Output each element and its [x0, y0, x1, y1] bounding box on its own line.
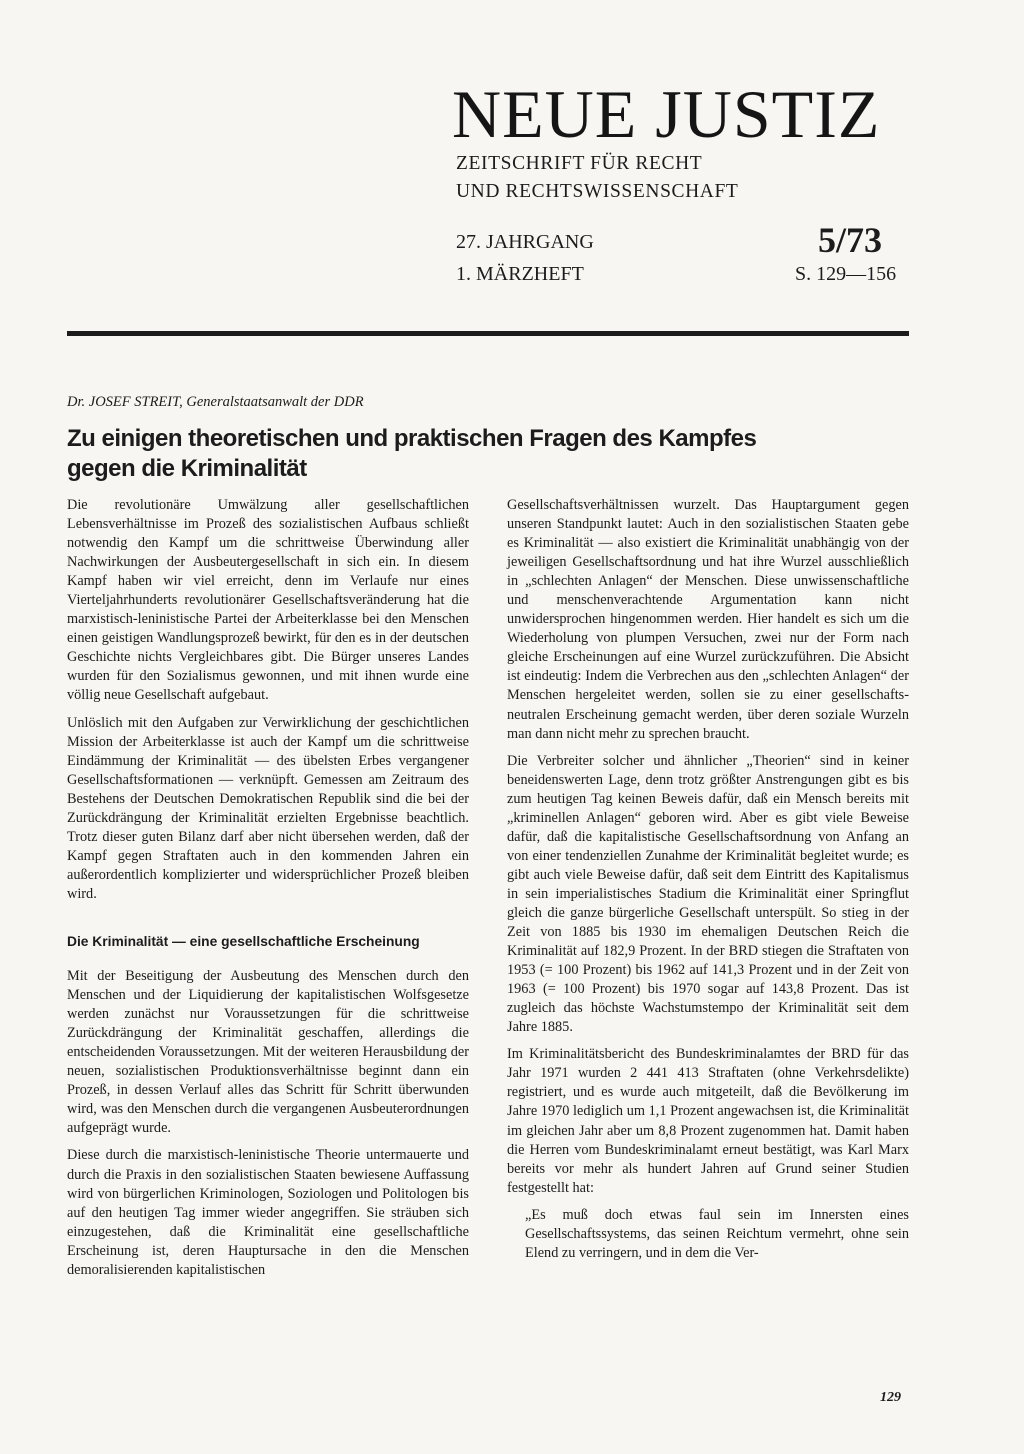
issue-part-label: 1. MÄRZHEFT [456, 263, 584, 285]
paragraph: Die revolutionäre Umwälzung aller gesellschaftlichen Lebensverhältnisse im Prozeß des sozialistischen Aufbaus schließt notwendig den Kampf um die schrittweise Überwindung aller Nachwirkungen der Ausbeutergesellschaft in sich ein. In diesem Kampf haben wir viel erreicht, denn im Verlaufe nur eines Vierteljahrhunderts revolutionärer Gesellschaftsveränderung hat die marxistisch-leninistische Partei der Arbeiterklasse bei den Menschen einen geistigen Wandlungsprozeß bewirkt, für den es in der deutschen Geschichte nichts Vergleichbares gibt. Die Bürger unseres Landes wurden für den Sozialismus gewonnen, und mit ihnen wurde eine völlig neue Gesellschaft aufgebaut. [67, 497, 469, 704]
journal-subtitle-line1: ZEITSCHRIFT FÜR RECHT [456, 153, 703, 174]
page-range: S. 129—156 [795, 263, 897, 285]
headline-line-1: Zu einigen theoretischen und praktischen Fragen des Kampfes [67, 425, 757, 452]
paragraph: Mit der Beseitigung der Ausbeutung des Menschen durch den Menschen und der Liquidierung der kapitalistischen Wolfsgesetze werden zunächst nur Voraussetzungen für die schrittweise Zurückdrängung der Kriminalität geschaffen, allerdings die entscheidenden Voraussetzungen. Mit der weiteren Herausbildung der neuen, sozialistischen Produktionsverhältnisse beginnt dann ein Prozeß, in dessen Verlauf alles das Schritt für Schritt überwunden wird, was den Menschen durch die vergangenen Ausbeuterordnungen aufgeprägt wurde. [67, 968, 469, 1137]
right-column [507, 496, 909, 1271]
journal-subtitle-line2: UND RECHTSWISSENSCHAFT [456, 181, 739, 202]
paragraph: Diese durch die marxistisch-leninistische Theorie untermauerte und durch die Praxis in den sozialistischen Staaten bewiesene Auffassung wird von bürgerlichen Kriminologen, Soziologen und Politologen bis auf den heutigen Tag immer wieder angegriffen. Sie sträuben sich einzugestehen, daß die Kriminalität eine gesellschaftliche Erscheinung ist, deren Hauptursache in den die Menschen demoralisierenden kapitalistischen [67, 1147, 469, 1278]
section-heading: Die Kriminalität — eine gesellschaftliche Erscheinung [67, 933, 420, 949]
page-number: 129 [880, 1390, 901, 1405]
author-byline: Dr. JOSEF STREIT, Generalstaatsanwalt der DDR [67, 394, 364, 410]
issue-number: 5/73 [818, 220, 883, 260]
paragraph: Im Kriminalitätsbericht des Bundeskriminalamtes der BRD für das Jahr 1971 wurden 2 441 413 Straftaten (ohne Verkehrsdelikte) registriert, und es wurde auch mitgeteilt, daß die Bevölkerung im Jahre 1970 lediglich um 1,1 Prozent angewachsen ist, die Kriminalität im gleichen Jahr aber um 8,8 Prozent zugenommen hat. Damit haben die Herren vom Bundeskriminalamt erneut bestätigt, was Karl Marx bereits vor mehr als hundert Jahren auf Grund seiner Studien festgestellt hat: [507, 1046, 909, 1196]
journal-title: NEUE JUSTIZ [452, 76, 881, 152]
volume-label: 27. JAHRGANG [456, 231, 594, 253]
paragraph: Gesellschaftsverhältnissen wurzelt. Das Hauptargument gegen unseren Standpunkt lautet: Auch in den sozialistischen Staaten gebe es Kriminalität — also existiert die Kriminalität unabhängig von der jeweiligen Gesellschaftsordnung und hat ihre Wurzel ausschließlich in „schlechten Anlagen“ der Menschen. Diese unwissenschaftliche und menschenverachtende Argumentation kann nicht unwidersprochen hingenommen werden. Hier handelt es sich um die Wiederholung von plumpen Versuchen, zwei nur der Form nach gleiche Erscheinungen auf eine Wurzel zurückzuführen. Die Absicht ist eindeutig: Indem die Verbrechen aus den „schlechten Anlagen“ der Menschen hergeleitet werden, sollen sie zu einer gesellschafts-neutralen Erscheinung gemacht werden, über deren soziale Wurzeln man dann nicht mehr zu sprechen braucht. [507, 497, 909, 742]
headline-line-2: gegen die Kriminalität [67, 455, 307, 482]
left-column [67, 496, 469, 1288]
article-headline [67, 424, 827, 484]
paragraph: Die Verbreiter solcher und ähnlicher „Theorien“ sind in keiner beneidenswerten Lage, denn trotz größter Anstrengungen gibt es bis zum heutigen Tag keinen Beweis dafür, daß ein Mensch bereits mit „kriminellen Anlagen“ geboren wird. Aber es gibt viele Beweise dafür, daß die kapitalistische Gesellschaftsordnung von Anfang an von einer tendenziellen Zunahme der Kriminalität begleitet wurde; es gibt auch viele Beweise dafür, daß seit dem Eintritt des Kapitalismus in sein imperialistisches Stadium die Kriminalität einer Springflut gleich die ganze bürgerliche Gesellschaft unterspült. So stieg in der Zeit von 1885 bis 1930 im ehemaligen Deutschen Reich die Kriminalität auf 182,9 Prozent. In der BRD stiegen die Straftaten von 1953 (= 100 Prozent) bis 1962 auf 141,3 Prozent und in der Zeit von 1963 (= 100 Prozent) bis 1970 sogar auf 143,8 Prozent. Das ist zugleich das höchste Wachstumstempo der Kriminalität seit dem Jahre 1885. [507, 752, 909, 1036]
header-rule [67, 331, 909, 336]
marx-quote: „Es muß doch etwas faul sein im Innersten eines Gesellschaftssystems, das seinen Reichtum vermehrt, ohne sein Elend zu verringern, und in dem die Ver- [525, 1206, 909, 1261]
paragraph: Unlöslich mit den Aufgaben zur Verwirklichung der geschichtlichen Mission der Arbeiterklasse ist auch der Kampf um die schrittweise Eindämmung der Kriminalität — des übelsten Erbes vergangener Gesellschaftsformationen — verknüpft. Gemessen am Zeitraum des Bestehens der Deutschen Demokratischen Republik sind die bei der Zurückdrängung der Kriminalität erzielten Ergebnisse beachtlich. Trotz dieser guten Bilanz darf aber nicht übersehen werden, daß der Kampf gegen Straftaten auch in den kommenden Jahren ein außerordentlich komplizierter und widersprüchlicher Prozeß bleiben wird. [67, 714, 469, 902]
